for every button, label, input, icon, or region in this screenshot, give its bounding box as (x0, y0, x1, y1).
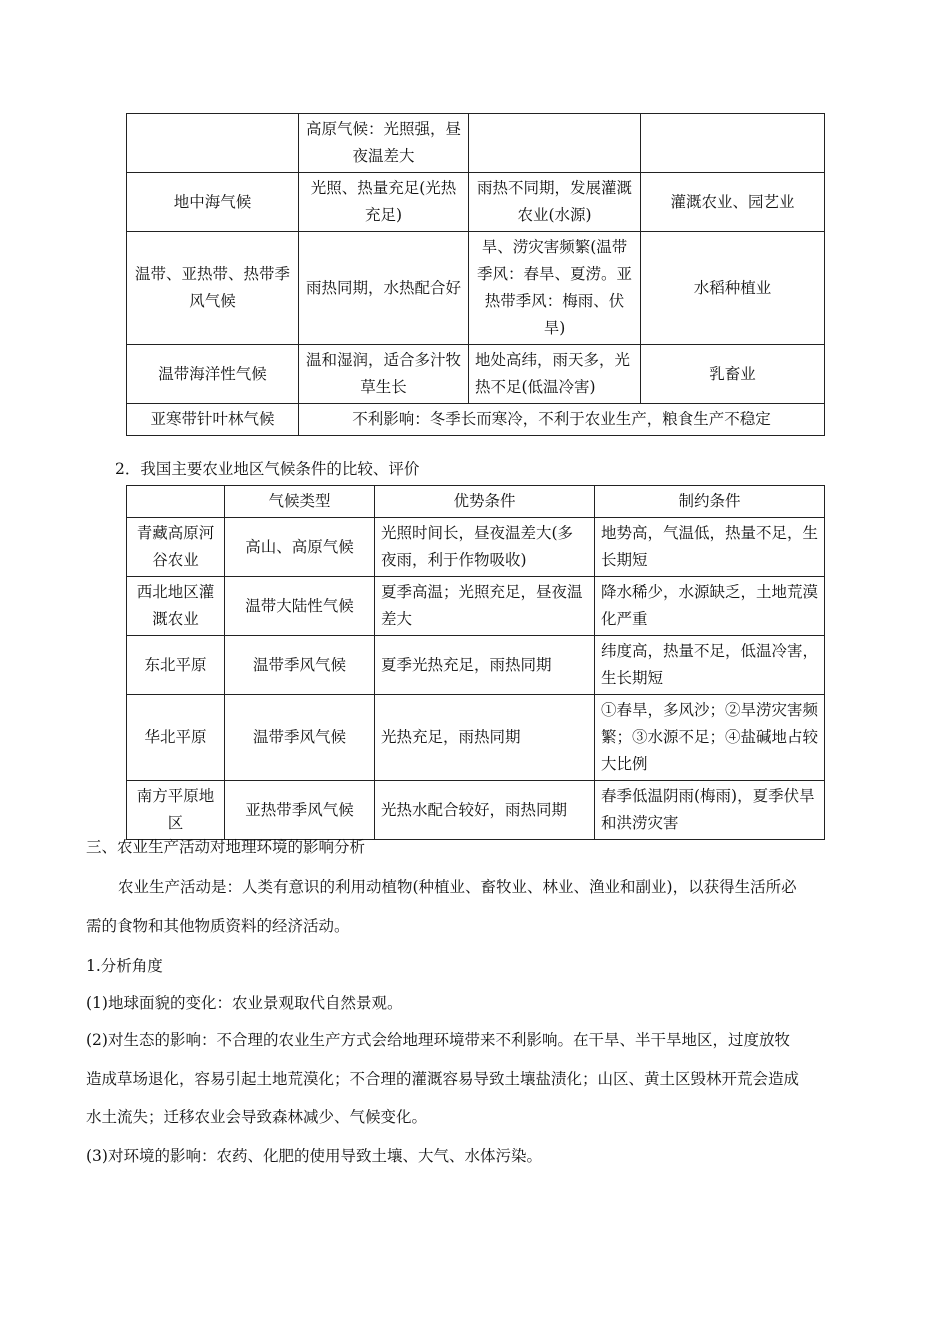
climate-cell: 温带、亚热带、热带季风气候 (127, 232, 299, 345)
header-cell: 优势条件 (375, 486, 595, 518)
region-cell: 华北平原 (127, 695, 225, 781)
constraint-cell: ①春旱，多风沙；②旱涝灾害频繁；③水源不足；④盐碱地占较大比例 (595, 695, 825, 781)
table-header-row (127, 486, 825, 518)
advantage-cell: 光热水配合较好，雨热同期 (375, 781, 595, 840)
type-cell: 温带季风气候 (225, 695, 375, 781)
type-cell: 温带大陆性气候 (225, 577, 375, 636)
header-cell (127, 486, 225, 518)
climate-cell (127, 114, 299, 173)
paragraph-line: 需的食物和其他物质资料的经济活动。 (86, 917, 350, 935)
condition-cell: 高原气候：光照强，昼夜温差大 (299, 114, 469, 173)
constraint-cell: 降水稀少，水源缺乏，土地荒漠化严重 (595, 577, 825, 636)
table-row (127, 404, 825, 436)
advantage-cell: 夏季高温；光照充足，昼夜温差大 (375, 577, 595, 636)
problem-cell: 地处高纬，雨天多，光热不足(低温冷害) (469, 345, 641, 404)
list-item: (1)地球面貌的变化：农业景观取代自然景观。 (86, 994, 403, 1012)
merged-note-cell: 不利影响：冬季长而寒冷，不利于农业生产，粮食生产不稳定 (299, 404, 825, 436)
table-row (127, 781, 825, 840)
region-cell: 青藏高原河谷农业 (127, 518, 225, 577)
climate-agriculture-table (126, 113, 825, 436)
region-cell: 南方平原地区 (127, 781, 225, 840)
problem-cell (469, 114, 641, 173)
region-climate-table (126, 485, 825, 840)
agriculture-cell: 灌溉农业、园艺业 (641, 173, 825, 232)
list-item: (2)对生态的影响：不合理的农业生产方式会给地理环境带来不利影响。在干旱、半干旱地区，过度放牧 (86, 1031, 790, 1049)
header-cell: 制约条件 (595, 486, 825, 518)
agriculture-cell (641, 114, 825, 173)
constraint-cell: 纬度高，热量不足，低温冷害，生长期短 (595, 636, 825, 695)
header-cell: 气候类型 (225, 486, 375, 518)
constraint-cell: 地势高，气温低，热量不足，生长期短 (595, 518, 825, 577)
section-heading: 三、农业生产活动对地理环境的影响分析 (86, 838, 366, 856)
climate-cell: 亚寒带针叶林气候 (127, 404, 299, 436)
condition-cell: 光照、热量充足(光热充足) (299, 173, 469, 232)
paragraph-line: 农业生产活动是：人类有意识的利用动植物(种植业、畜牧业、林业、渔业和副业)，以获得生活所必 (118, 878, 797, 896)
condition-cell: 雨热同期，水热配合好 (299, 232, 469, 345)
type-cell: 高山、高原气候 (225, 518, 375, 577)
table-row (127, 518, 825, 577)
advantage-cell: 光热充足，雨热同期 (375, 695, 595, 781)
problem-cell: 雨热不同期，发展灌溉农业(水源) (469, 173, 641, 232)
advantage-cell: 夏季光热充足，雨热同期 (375, 636, 595, 695)
table-row (127, 345, 825, 404)
agriculture-cell: 乳畜业 (641, 345, 825, 404)
paragraph-line: 水土流失；迁移农业会导致森林减少、气候变化。 (86, 1108, 428, 1126)
type-cell: 温带季风气候 (225, 636, 375, 695)
list-item: (3)对环境的影响：农药、化肥的使用导致土壤、大气、水体污染。 (86, 1147, 542, 1165)
problem-cell: 旱、涝灾害频繁(温带季风：春旱、夏涝。亚热带季风：梅雨、伏旱) (469, 232, 641, 345)
region-cell: 东北平原 (127, 636, 225, 695)
advantage-cell: 光照时间长，昼夜温差大(多夜雨，利于作物吸收) (375, 518, 595, 577)
table-row (127, 173, 825, 232)
table-row (127, 695, 825, 781)
climate-cell: 地中海气候 (127, 173, 299, 232)
section-title: 2．我国主要农业地区气候条件的比较、评价 (115, 460, 420, 478)
table-row (127, 636, 825, 695)
agriculture-cell: 水稻种植业 (641, 232, 825, 345)
region-cell: 西北地区灌溉农业 (127, 577, 225, 636)
constraint-cell: 春季低温阴雨(梅雨)，夏季伏旱和洪涝灾害 (595, 781, 825, 840)
condition-cell: 温和湿润，适合多汁牧草生长 (299, 345, 469, 404)
table-row (127, 232, 825, 345)
climate-cell: 温带海洋性气候 (127, 345, 299, 404)
table-row (127, 577, 825, 636)
subheading: 1.分析角度 (86, 957, 163, 975)
type-cell: 亚热带季风气候 (225, 781, 375, 840)
table-row (127, 114, 825, 173)
paragraph-line: 造成草场退化，容易引起土地荒漠化；不合理的灌溉容易导致土壤盐渍化；山区、黄土区毁林开荒会造成 (86, 1070, 800, 1088)
